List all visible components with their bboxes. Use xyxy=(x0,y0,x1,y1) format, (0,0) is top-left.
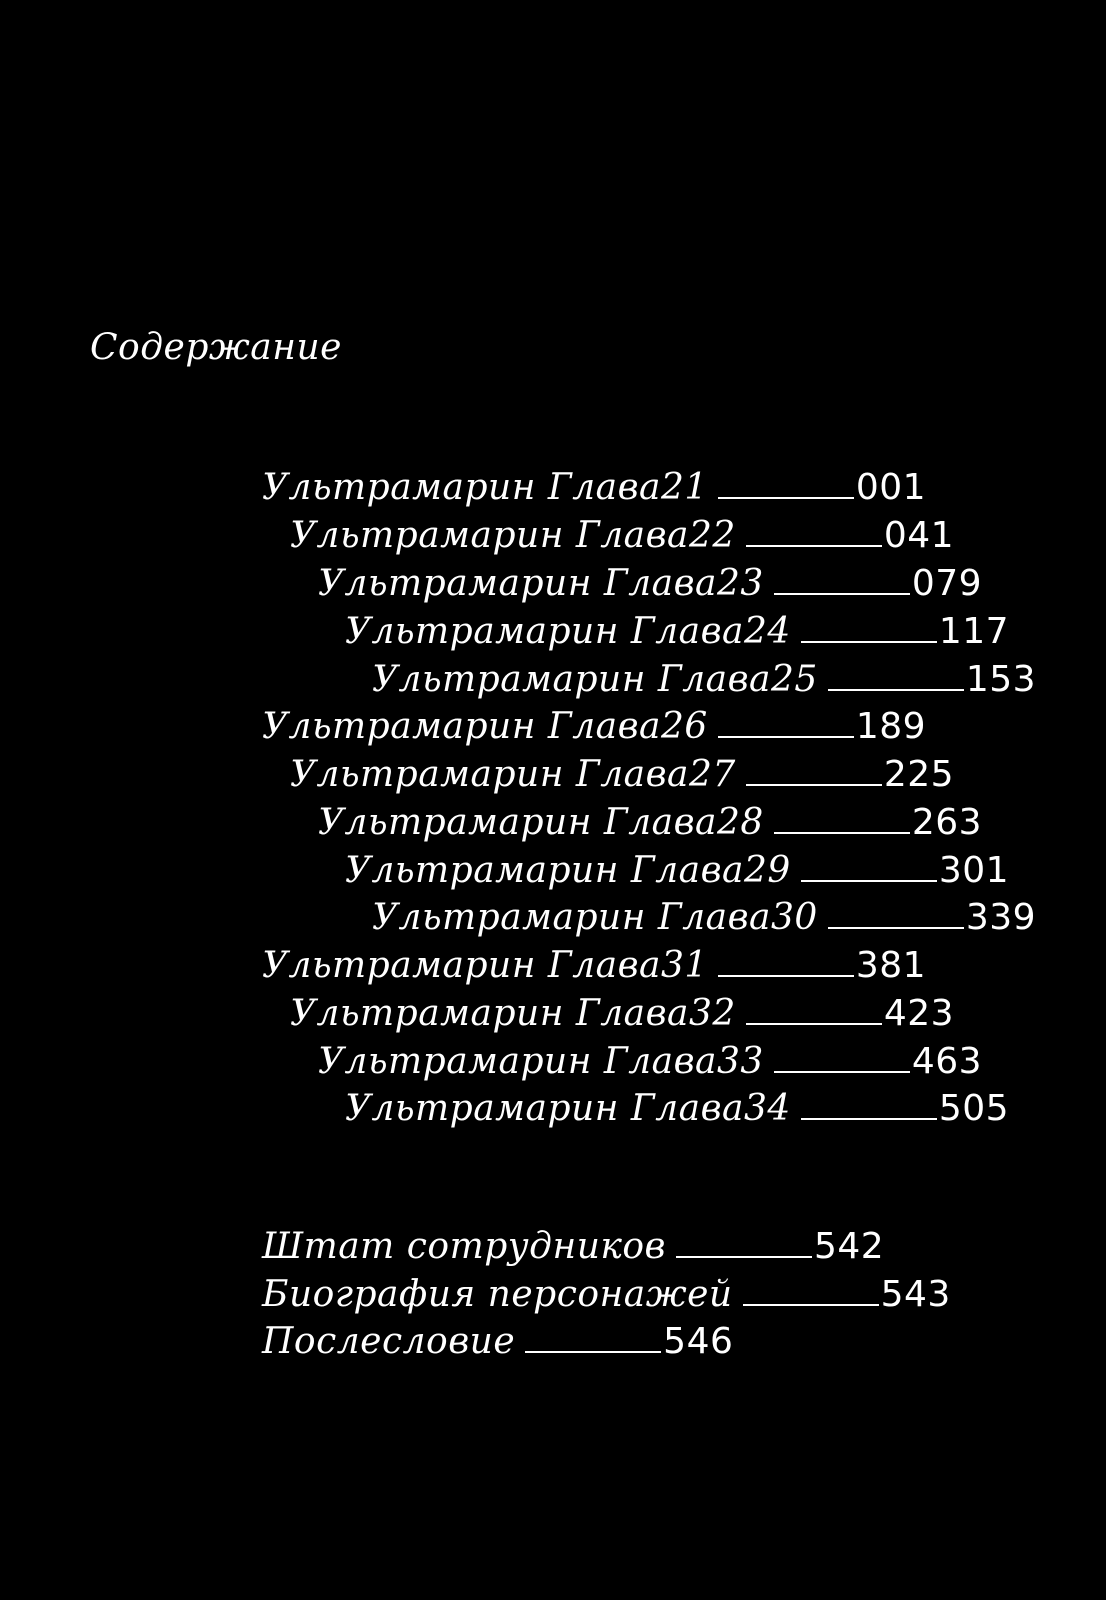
leader-line xyxy=(746,997,882,1025)
leader-line xyxy=(774,567,910,595)
toc-entry-label: Ультрамарин Глава21 xyxy=(262,467,708,508)
toc-entry-chapter-32[interactable] xyxy=(290,992,954,1036)
toc-entry-page: 505 xyxy=(938,1088,1010,1129)
toc-entry-label: Биография персонажей xyxy=(262,1274,733,1315)
toc-entry-page: 153 xyxy=(965,659,1037,700)
toc-entry-page: 381 xyxy=(855,945,927,986)
toc-entry-label: Ультрамарин Глава27 xyxy=(290,754,736,795)
leader-line xyxy=(743,1278,879,1306)
leader-line xyxy=(718,949,854,977)
toc-entry-label: Ультрамарин Глава28 xyxy=(318,802,764,843)
leader-line xyxy=(801,1092,937,1120)
toc-entry-chapter-31[interactable] xyxy=(262,944,926,988)
toc-entry-page: 041 xyxy=(883,515,955,556)
toc-entry-page: 225 xyxy=(883,754,955,795)
toc-entry-label: Ультрамарин Глава29 xyxy=(345,850,791,891)
toc-entry-chapter-26[interactable] xyxy=(262,705,926,749)
leader-line xyxy=(525,1325,661,1353)
toc-entry-page: 546 xyxy=(663,1321,734,1362)
toc-entry-chapter-23[interactable] xyxy=(318,562,982,606)
toc-entry-label: Ультрамарин Глава32 xyxy=(290,993,736,1034)
toc-entry-chapter-34[interactable] xyxy=(345,1087,1009,1131)
toc-entry-label: Штат сотрудников xyxy=(262,1226,666,1267)
leader-line xyxy=(801,615,937,643)
toc-entry-label: Ультрамарин Глава23 xyxy=(318,563,764,604)
toc-entry-page: 079 xyxy=(911,563,983,604)
toc-entry-page: 543 xyxy=(880,1274,951,1315)
toc-entry-chapter-21[interactable] xyxy=(262,466,926,510)
toc-entry-label: Ультрамарин Глава31 xyxy=(262,945,708,986)
toc-entry-page: 423 xyxy=(883,993,955,1034)
toc-entry-page: 001 xyxy=(855,467,927,508)
leader-line xyxy=(828,901,964,929)
toc-entry-page: 339 xyxy=(965,897,1037,938)
leader-line xyxy=(676,1230,812,1258)
toc-entry-page: 117 xyxy=(938,611,1010,652)
leader-line xyxy=(746,519,882,547)
toc-entry-page: 463 xyxy=(911,1041,983,1082)
leader-line xyxy=(801,854,937,882)
toc-entry-label: Ультрамарин Глава22 xyxy=(290,515,736,556)
toc-entry-label: Ультрамарин Глава33 xyxy=(318,1041,764,1082)
leader-line xyxy=(774,1045,910,1073)
toc-entry-label: Послесловие xyxy=(262,1321,516,1362)
leader-line xyxy=(718,710,854,738)
toc-entry-chapter-28[interactable] xyxy=(318,801,982,845)
leader-line xyxy=(774,806,910,834)
toc-entry-chapter-29[interactable] xyxy=(345,849,1009,893)
toc-entry-character-bios[interactable] xyxy=(262,1273,951,1317)
toc-entry-label: Ультрамарин Глава25 xyxy=(372,659,818,700)
toc-entry-page: 189 xyxy=(855,706,927,747)
toc-entry-staff[interactable] xyxy=(262,1225,884,1269)
toc-entry-label: Ультрамарин Глава34 xyxy=(345,1088,791,1129)
leader-line xyxy=(746,758,882,786)
toc-entry-page: 301 xyxy=(938,850,1010,891)
toc-entry-label: Ультрамарин Глава26 xyxy=(262,706,708,747)
toc-entry-chapter-33[interactable] xyxy=(318,1040,982,1084)
page-title: Содержание xyxy=(90,327,342,368)
toc-entry-chapter-25[interactable] xyxy=(372,658,1036,702)
toc-entry-chapter-30[interactable] xyxy=(372,896,1036,940)
toc-entry-page: 263 xyxy=(911,802,983,843)
toc-entry-chapter-24[interactable] xyxy=(345,610,1009,654)
toc-entry-chapter-22[interactable] xyxy=(290,514,954,558)
toc-entry-page: 542 xyxy=(814,1226,885,1267)
toc-entry-afterword[interactable] xyxy=(262,1320,733,1364)
toc-entry-label: Ультрамарин Глава30 xyxy=(372,897,818,938)
toc-entry-chapter-27[interactable] xyxy=(290,753,954,797)
leader-line xyxy=(828,663,964,691)
leader-line xyxy=(718,471,854,499)
toc-entry-label: Ультрамарин Глава24 xyxy=(345,611,791,652)
